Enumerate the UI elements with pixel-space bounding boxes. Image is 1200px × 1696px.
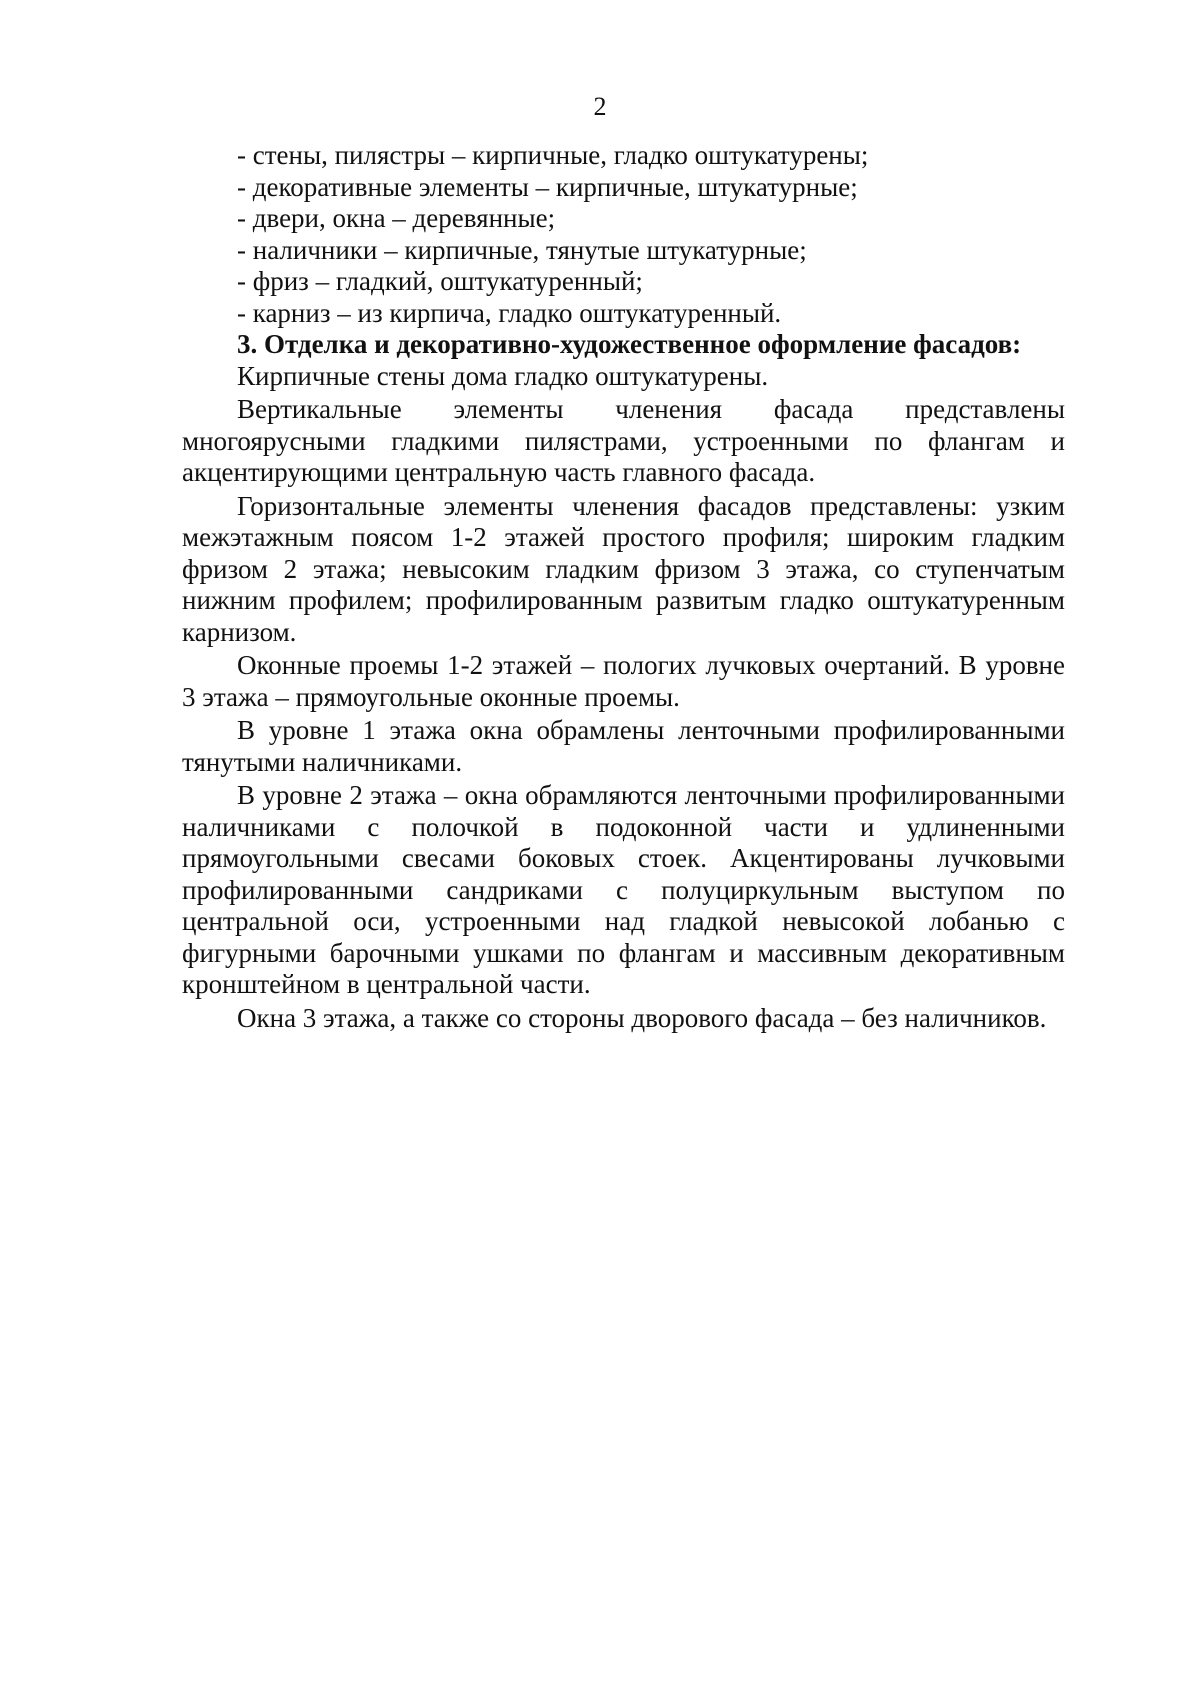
paragraph-floor-1-windows: В уровне 1 этажа окна обрамлены ленточными профилированными тянутыми наличниками. — [182, 715, 1065, 777]
list-item: - стены, пилястры – кирпичные, гладко оштукатурены; — [237, 140, 869, 170]
list-item: - двери, окна – деревянные; — [237, 203, 556, 233]
paragraph-window-openings: Оконные проемы 1-2 этажей – пологих лучковых очертаний. В уровне 3 этажа – прямоугольные оконные проемы. — [182, 650, 1065, 712]
paragraph-vertical-elements: Вертикальные элементы членения фасада представлены многоярусными гладкими пилястрами, устроенными по флангам и акцентирующими центральную часть главного фасада. — [182, 394, 1065, 487]
page-number: 2 — [593, 92, 607, 121]
list-item: - карниз – из кирпича, гладко оштукатуренный. — [237, 297, 782, 328]
list-item: - наличники – кирпичные, тянутые штукатурные; — [237, 234, 807, 265]
paragraph-walls: Кирпичные стены дома гладко оштукатурены. — [237, 360, 769, 391]
document-body — [182, 140, 1065, 1034]
section-heading: 3. Отделка и декоративно-художественное оформление фасадов: — [237, 329, 1022, 359]
materials-list — [182, 140, 1065, 329]
list-item: - фриз – гладкий, оштукатуренный; — [237, 266, 643, 296]
paragraph-floor-2-windows: В уровне 2 этажа – окна обрамляются ленточными профилированными наличниками с полочкой в подоконной части и удлиненными прямоугольными свесами боковых стоек. Акцентированы лучковыми профилированными сандриками с полуциркульным выступом по центральной оси, устроенными над гладкой невысокой лобанью с фигурными барочными ушками по флангам и массивным декоративным кронштейном в центральной части. — [182, 780, 1065, 999]
list-item: - декоративные элементы – кирпичные, штукатурные; — [237, 171, 858, 202]
paragraph-horizontal-elements: Горизонтальные элементы членения фасадов представлены: узким межэтажным поясом 1-2 этажей простого профиля; широким гладким фризом 2 этажа; невысоким гладким фризом 3 этажа, со ступенчатым нижним профилем; профилированным развитым гладко оштукатуренным карнизом. — [182, 490, 1065, 647]
paragraph-floor-3-windows: Окна 3 этажа, а также со стороны дворового фасада – без наличников. — [237, 1002, 1047, 1033]
